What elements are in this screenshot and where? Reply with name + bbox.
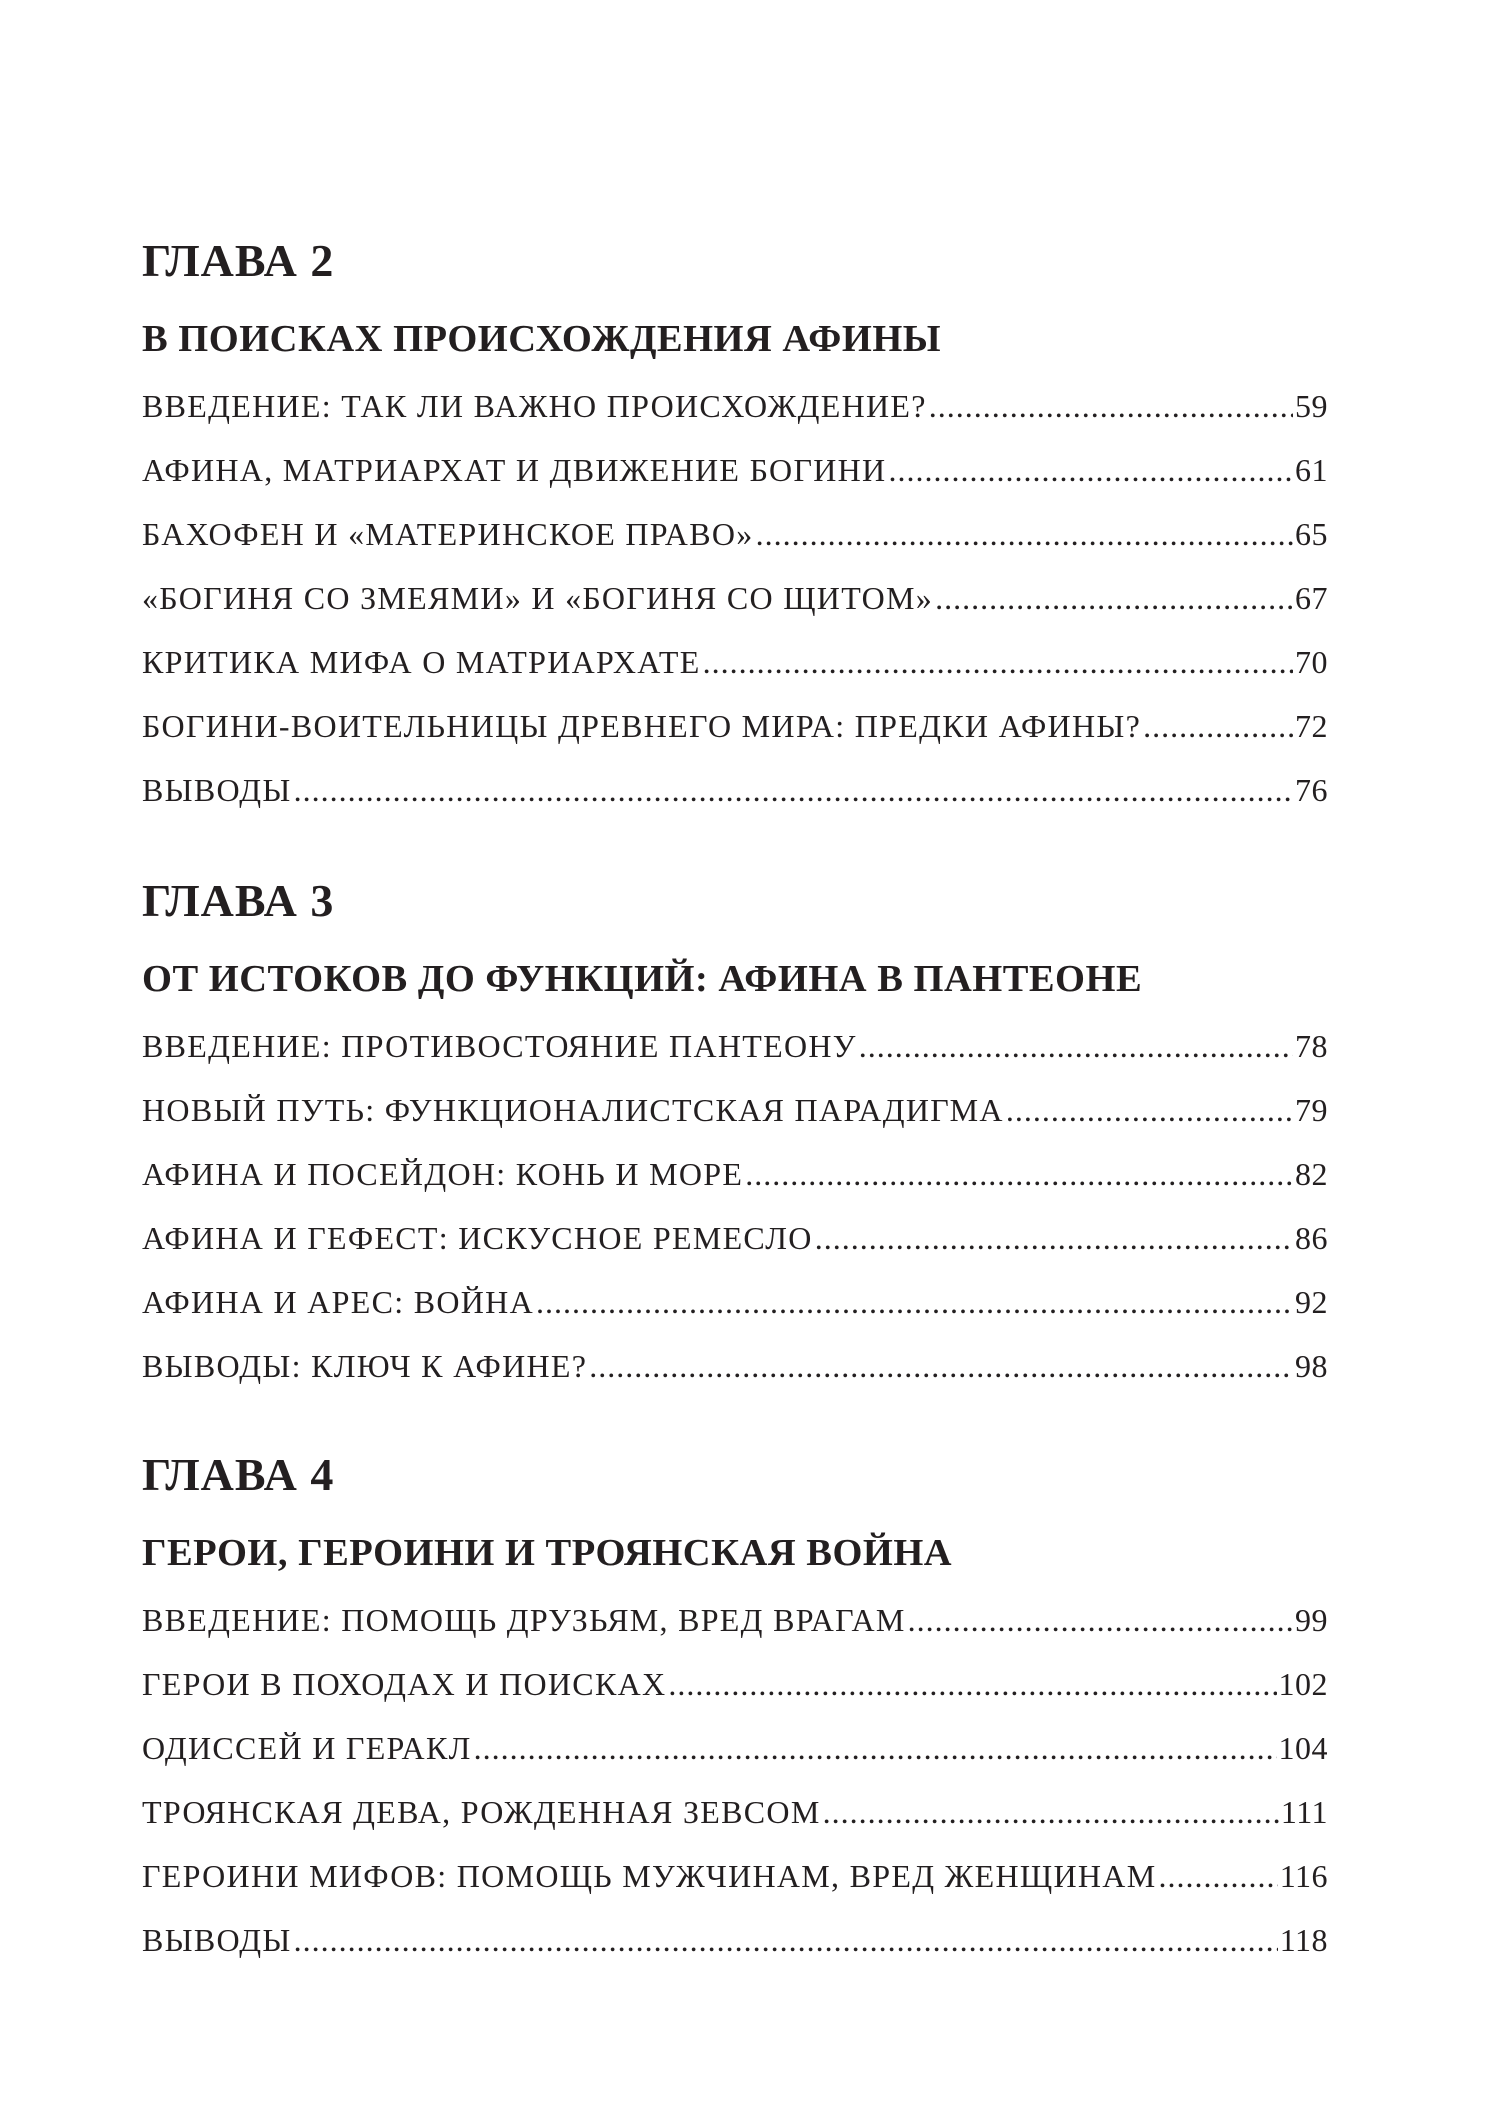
toc-entry-title[interactable]: ТРОЯНСКАЯ ДЕВА, РОЖДЕННАЯ ЗЕВСОМ: [142, 1794, 821, 1830]
toc-entry-title[interactable]: ВВЕДЕНИЕ: ПОМОЩЬ ДРУЗЬЯМ, ВРЕД ВРАГАМ: [142, 1602, 906, 1638]
toc-entry-page[interactable]: 65: [1295, 516, 1328, 552]
toc-entry-page[interactable]: 61: [1295, 452, 1328, 488]
dot-leader: [294, 766, 1293, 814]
toc-entry-title[interactable]: ВВЕДЕНИЕ: ТАК ЛИ ВАЖНО ПРОИСХОЖДЕНИЕ?: [142, 388, 927, 424]
toc-entry[interactable]: [142, 574, 1328, 622]
toc-entry-page[interactable]: 76: [1295, 772, 1328, 808]
toc-entry[interactable]: [142, 638, 1328, 686]
dot-leader: [589, 1342, 1293, 1390]
toc-entry-page[interactable]: 102: [1278, 1666, 1328, 1702]
dot-leader: [859, 1022, 1293, 1070]
dot-leader: [823, 1788, 1279, 1836]
toc-entry-page[interactable]: 98: [1295, 1348, 1328, 1384]
toc-entry-page[interactable]: 86: [1295, 1220, 1328, 1256]
toc-entry[interactable]: [142, 1724, 1328, 1772]
toc-entry[interactable]: [142, 1788, 1328, 1836]
toc-entry-page[interactable]: 116: [1279, 1858, 1328, 1894]
toc-entry-page[interactable]: 99: [1295, 1602, 1328, 1638]
toc-entry-page[interactable]: 79: [1295, 1092, 1328, 1128]
toc-entry-title[interactable]: АФИНА И АРЕС: ВОЙНА: [142, 1284, 534, 1320]
toc-entry[interactable]: [142, 1150, 1328, 1198]
toc-entry-title[interactable]: БОГИНИ-ВОИТЕЛЬНИЦЫ ДРЕВНЕГО МИРА: ПРЕДКИ АФИНЫ?: [142, 708, 1142, 744]
chapter-title: ОТ ИСТОКОВ ДО ФУНКЦИЙ: АФИНА В ПАНТЕОНЕ: [142, 958, 1143, 1000]
toc-entry-page[interactable]: 118: [1279, 1922, 1328, 1958]
toc-entry-title[interactable]: ГЕРОИНИ МИФОВ: ПОМОЩЬ МУЖЧИНАМ, ВРЕД ЖЕНЩИНАМ: [142, 1858, 1157, 1894]
toc-entry-title[interactable]: АФИНА, МАТРИАРХАТ И ДВИЖЕНИЕ БОГИНИ: [142, 452, 887, 488]
toc-entry-title[interactable]: ВВЕДЕНИЕ: ПРОТИВОСТОЯНИЕ ПАНТЕОНУ: [142, 1028, 857, 1064]
dot-leader: [536, 1278, 1293, 1326]
toc-entry[interactable]: [142, 1022, 1328, 1070]
toc-entry-title[interactable]: ГЕРОИ В ПОХОДАХ И ПОИСКАХ: [142, 1666, 667, 1702]
dot-leader: [908, 1596, 1293, 1644]
toc-entry-page[interactable]: 59: [1295, 388, 1328, 424]
toc-entry[interactable]: [142, 1342, 1328, 1390]
toc-entry[interactable]: [142, 1278, 1328, 1326]
chapter-label: ГЛАВА 3: [142, 875, 335, 926]
chapter-label: ГЛАВА 2: [142, 235, 335, 286]
dot-leader: [1158, 1852, 1277, 1900]
toc-entry-title[interactable]: «БОГИНЯ СО ЗМЕЯМИ» И «БОГИНЯ СО ЩИТОМ»: [142, 580, 934, 616]
toc-entry-title[interactable]: ВЫВОДЫ: [142, 772, 292, 808]
toc-entry-page[interactable]: 78: [1295, 1028, 1328, 1064]
toc-entry[interactable]: [142, 766, 1328, 814]
toc-entry-title[interactable]: НОВЫЙ ПУТЬ: ФУНКЦИОНАЛИСТСКАЯ ПАРАДИГМА: [142, 1092, 1004, 1128]
toc-entry-title[interactable]: ВЫВОДЫ: КЛЮЧ К АФИНЕ?: [142, 1348, 588, 1384]
toc-entry[interactable]: [142, 382, 1328, 430]
toc-entry-title[interactable]: ОДИССЕЙ И ГЕРАКЛ: [142, 1730, 472, 1766]
dot-leader: [668, 1660, 1276, 1708]
chapter-label: ГЛАВА 4: [142, 1449, 335, 1500]
dot-leader: [474, 1724, 1277, 1772]
toc-entry[interactable]: [142, 1852, 1328, 1900]
toc-entry-title[interactable]: АФИНА И ГЕФЕСТ: ИСКУСНОЕ РЕМЕСЛО: [142, 1220, 813, 1256]
toc-entry-page[interactable]: 82: [1295, 1156, 1328, 1192]
dot-leader: [929, 382, 1293, 430]
toc-entry[interactable]: [142, 1916, 1328, 1964]
toc-entry-page[interactable]: 92: [1295, 1284, 1328, 1320]
toc-entry[interactable]: [142, 702, 1328, 750]
chapter-title: В ПОИСКАХ ПРОИСХОЖДЕНИЯ АФИНЫ: [142, 318, 942, 360]
toc-entry[interactable]: [142, 1596, 1328, 1644]
toc-entry[interactable]: [142, 510, 1328, 558]
dot-leader: [756, 510, 1293, 558]
toc-entry[interactable]: [142, 1086, 1328, 1134]
dot-leader: [745, 1150, 1293, 1198]
toc-entry-page[interactable]: 111: [1280, 1794, 1328, 1830]
toc-entry[interactable]: [142, 446, 1328, 494]
dot-leader: [1006, 1086, 1293, 1134]
dot-leader: [703, 638, 1293, 686]
toc-entry-title[interactable]: КРИТИКА МИФА О МАТРИАРХАТЕ: [142, 644, 701, 680]
toc-entry[interactable]: [142, 1214, 1328, 1262]
toc-entry-page[interactable]: 104: [1278, 1730, 1328, 1766]
toc-entry-page[interactable]: 67: [1295, 580, 1328, 616]
toc-entry-title[interactable]: ВЫВОДЫ: [142, 1922, 292, 1958]
toc-entry-page[interactable]: 72: [1295, 708, 1328, 744]
toc-entry[interactable]: [142, 1660, 1328, 1708]
dot-leader: [1143, 702, 1293, 750]
dot-leader: [935, 574, 1293, 622]
toc-entry-title[interactable]: БАХОФЕН И «МАТЕРИНСКОЕ ПРАВО»: [142, 516, 754, 552]
chapter-title: ГЕРОИ, ГЕРОИНИ И ТРОЯНСКАЯ ВОЙНА: [142, 1532, 953, 1574]
dot-leader: [815, 1214, 1293, 1262]
toc-entry-page[interactable]: 70: [1295, 644, 1328, 680]
toc-entry-title[interactable]: АФИНА И ПОСЕЙДОН: КОНЬ И МОРЕ: [142, 1156, 744, 1192]
dot-leader: [294, 1916, 1278, 1964]
dot-leader: [888, 446, 1293, 494]
